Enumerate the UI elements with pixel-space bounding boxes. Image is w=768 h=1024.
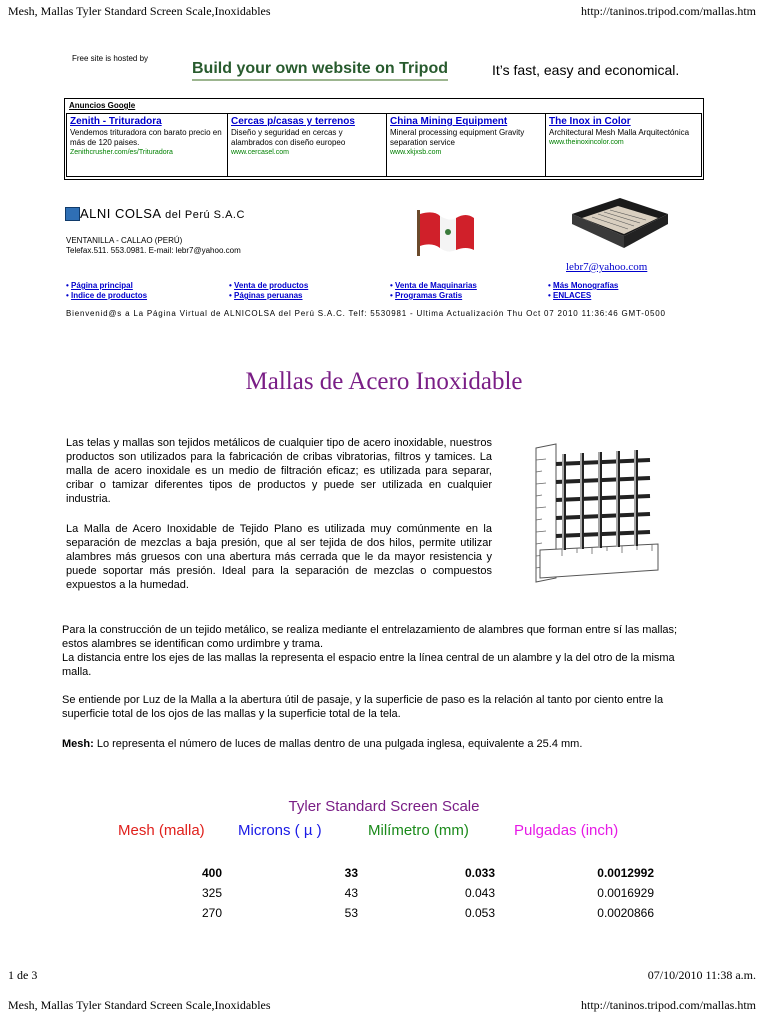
cell-mesh: 400 bbox=[201, 866, 222, 880]
paragraph-construccion bbox=[62, 623, 706, 679]
company-name bbox=[80, 206, 245, 221]
paragraph-tejido-plano: La Malla de Acero Inoxidable de Tejido Plano es utilizada muy comúnmente en la separación de mezclas a baja presión, que al ser tejida de dos hilos, permite utilizar alambres más gruesos con una abertura más cerrada que le da mayor resistencia y puede soportar más presión. Ideal para la separación de mezclas o compuestos expuestos a la humedad. bbox=[66, 523, 492, 591]
cell-pulgadas: 0.0020866 bbox=[597, 906, 654, 920]
paragraph-text: La distancia entre los ejes de las mallas la representa el espacio entre la línea central de un alambre y la del otro de la misma malla. bbox=[62, 652, 675, 678]
nav-link-label[interactable]: Páginas peruanas bbox=[234, 291, 303, 300]
ad-item[interactable] bbox=[227, 113, 387, 177]
nav-link-enlaces[interactable]: • ENLACES bbox=[548, 291, 592, 300]
book-icon bbox=[568, 192, 672, 254]
nav-link-venta-productos[interactable]: • Venta de productos bbox=[229, 281, 309, 290]
paragraph-intro: Las telas y mallas son tejidos metálicos de cualquier tipo de acero inoxidable, nuestros productos son utilizados para la fabricación de cribas vibratorias, filtros y tamices. La malla de acero inoxidale es un medio de filtración eficaz; es utilizada para separar, cribar o tamizar diferentes tipos de productos y puede ser utilizada en cualquier industria. bbox=[66, 437, 492, 505]
col-header-milimetro: Milímetro (mm) bbox=[368, 822, 469, 839]
address-line: VENTANILLA - CALLAO (PERÚ) bbox=[66, 236, 183, 245]
ad-url[interactable]: Zenithcrusher.com/es/Trituradora bbox=[70, 149, 173, 156]
nav-column bbox=[66, 281, 147, 301]
cell-pulgadas: 0.0012992 bbox=[597, 866, 654, 880]
paragraph-text: Para la construcción de un tejido metálico, se realiza mediante el entrelazamiento de alambres que forman entre sí las mallas; estos alambres se identifican como urdimbre y trama. bbox=[62, 624, 678, 650]
nav-link-programas-gratis[interactable]: • Programas Gratis bbox=[390, 291, 463, 300]
page-title: Mallas de Acero Inoxidable bbox=[245, 368, 523, 395]
nav-link-label[interactable]: ENLACES bbox=[553, 291, 592, 300]
company-address bbox=[66, 236, 241, 256]
nav-column bbox=[548, 281, 618, 301]
hosted-by-text: Free site is hosted by bbox=[72, 54, 149, 63]
nav-link-label[interactable]: Indice de productos bbox=[71, 291, 148, 300]
cell-milimetro: 0.053 bbox=[464, 906, 495, 920]
ad-title[interactable]: Cercas p/casas y terrenos bbox=[231, 116, 355, 127]
nav-link-mas-monografias[interactable]: • Más Monografías bbox=[548, 281, 619, 290]
nav-link-venta-maquinarias[interactable]: • Venta de Maquinarias bbox=[390, 281, 477, 290]
ad-title[interactable]: Zenith - Trituradora bbox=[70, 116, 162, 127]
page-header-title: Mesh, Mallas Tyler Standard Screen Scale,Inoxidables bbox=[8, 4, 271, 18]
mesh-illustration-icon bbox=[522, 440, 664, 586]
nav-link-pagina-principal[interactable]: • Página principal bbox=[66, 281, 133, 290]
page-footer-url: http://taninos.tripod.com/mallas.htm bbox=[581, 998, 756, 1012]
cell-milimetro: 0.033 bbox=[464, 866, 495, 880]
cell-microns: 53 bbox=[344, 906, 358, 920]
nav-link-label[interactable]: Venta de Maquinarias bbox=[395, 281, 477, 290]
google-ads-box bbox=[64, 98, 704, 180]
nav-link-paginas-peruanas[interactable]: • Páginas peruanas bbox=[229, 291, 303, 300]
tripod-link[interactable]: Build your own website on Tripod bbox=[192, 60, 448, 81]
mesh-label: Mesh: bbox=[62, 738, 94, 750]
page-footer-title: Mesh, Mallas Tyler Standard Screen Scale,Inoxidables bbox=[8, 998, 271, 1012]
email-link[interactable]: lebr7@yahoo.com bbox=[566, 261, 648, 273]
company-logo-icon bbox=[65, 207, 80, 221]
paragraph-mesh-def bbox=[62, 737, 706, 751]
ad-desc: Architectural Mesh Malla Arquitectónica bbox=[549, 128, 690, 137]
print-datetime: 07/10/2010 11:38 a.m. bbox=[647, 968, 756, 982]
col-header-microns: Microns ( µ ) bbox=[238, 822, 322, 839]
ad-item[interactable] bbox=[545, 113, 702, 177]
ad-desc: Diseño y seguridad en cercas y alambrados con diseño europeo bbox=[231, 128, 346, 147]
nav-link-label[interactable]: Página principal bbox=[71, 281, 133, 290]
ad-desc: Vendemos trituradora con barato precio en más de 120 paises. bbox=[70, 128, 222, 147]
peru-flag-icon bbox=[414, 208, 476, 258]
tripod-tagline: It’s fast, easy and economical. bbox=[492, 62, 680, 78]
cell-milimetro: 0.043 bbox=[464, 886, 495, 900]
page-number: 1 de 3 bbox=[8, 968, 38, 982]
ad-title[interactable]: The Inox in Color bbox=[549, 116, 631, 127]
mesh-definition: Lo representa el número de luces de mallas dentro de una pulgada inglesa, equivalente a 25.4 mm. bbox=[93, 738, 583, 750]
ad-url[interactable]: www.cercasel.com bbox=[231, 149, 289, 156]
welcome-text: Bienvenid@s a La Página Virtual de ALNICOLSA del Perú S.A.C. Telf: 5530981 - Ultima Actualización Thu Oct 07 2010 11:36:46 GMT-0500 bbox=[66, 309, 666, 318]
nav-column bbox=[390, 281, 477, 301]
cell-mesh: 325 bbox=[201, 886, 222, 900]
company-name-suffix: del Perú S.A.C bbox=[161, 209, 245, 221]
paragraph-luz-malla: Se entiende por Luz de la Malla a la abertura útil de pasaje, y la superficie de paso es la relación al tanto por ciento entre la superficie total de los ojos de las mallas y la superficie total de la tela. bbox=[62, 694, 664, 720]
nav-column bbox=[229, 281, 308, 301]
ad-url[interactable]: www.theinoxincolor.com bbox=[549, 139, 624, 146]
ad-item[interactable] bbox=[66, 113, 228, 177]
nav-link-indice-productos[interactable]: • Indice de productos bbox=[66, 291, 148, 300]
ad-url[interactable]: www.xkjxsb.com bbox=[390, 149, 442, 156]
page-header-url: http://taninos.tripod.com/mallas.htm bbox=[581, 4, 756, 18]
cell-microns: 43 bbox=[344, 886, 358, 900]
cell-mesh: 270 bbox=[201, 906, 222, 920]
nav-link-label[interactable]: Programas Gratis bbox=[395, 291, 463, 300]
contact-line: Telefax.511. 553.0981. E-mail: lebr7@yahoo.com bbox=[66, 246, 241, 255]
col-header-pulgadas: Pulgadas (inch) bbox=[514, 822, 619, 839]
ad-desc: Mineral processing equipment Gravity separation service bbox=[390, 128, 525, 147]
table-title: Tyler Standard Screen Scale bbox=[288, 798, 480, 815]
nav-link-label[interactable]: Más Monografías bbox=[553, 281, 619, 290]
company-name-main: ALNI COLSA bbox=[80, 206, 162, 221]
cell-pulgadas: 0.0016929 bbox=[597, 886, 654, 900]
cell-microns: 33 bbox=[344, 866, 358, 880]
nav-link-label[interactable]: Venta de productos bbox=[234, 281, 309, 290]
ad-title[interactable]: China Mining Equipment bbox=[390, 116, 508, 127]
ad-item[interactable] bbox=[386, 113, 546, 177]
ads-title: Anuncios Google bbox=[69, 101, 136, 110]
col-header-mesh: Mesh (malla) bbox=[118, 822, 205, 839]
